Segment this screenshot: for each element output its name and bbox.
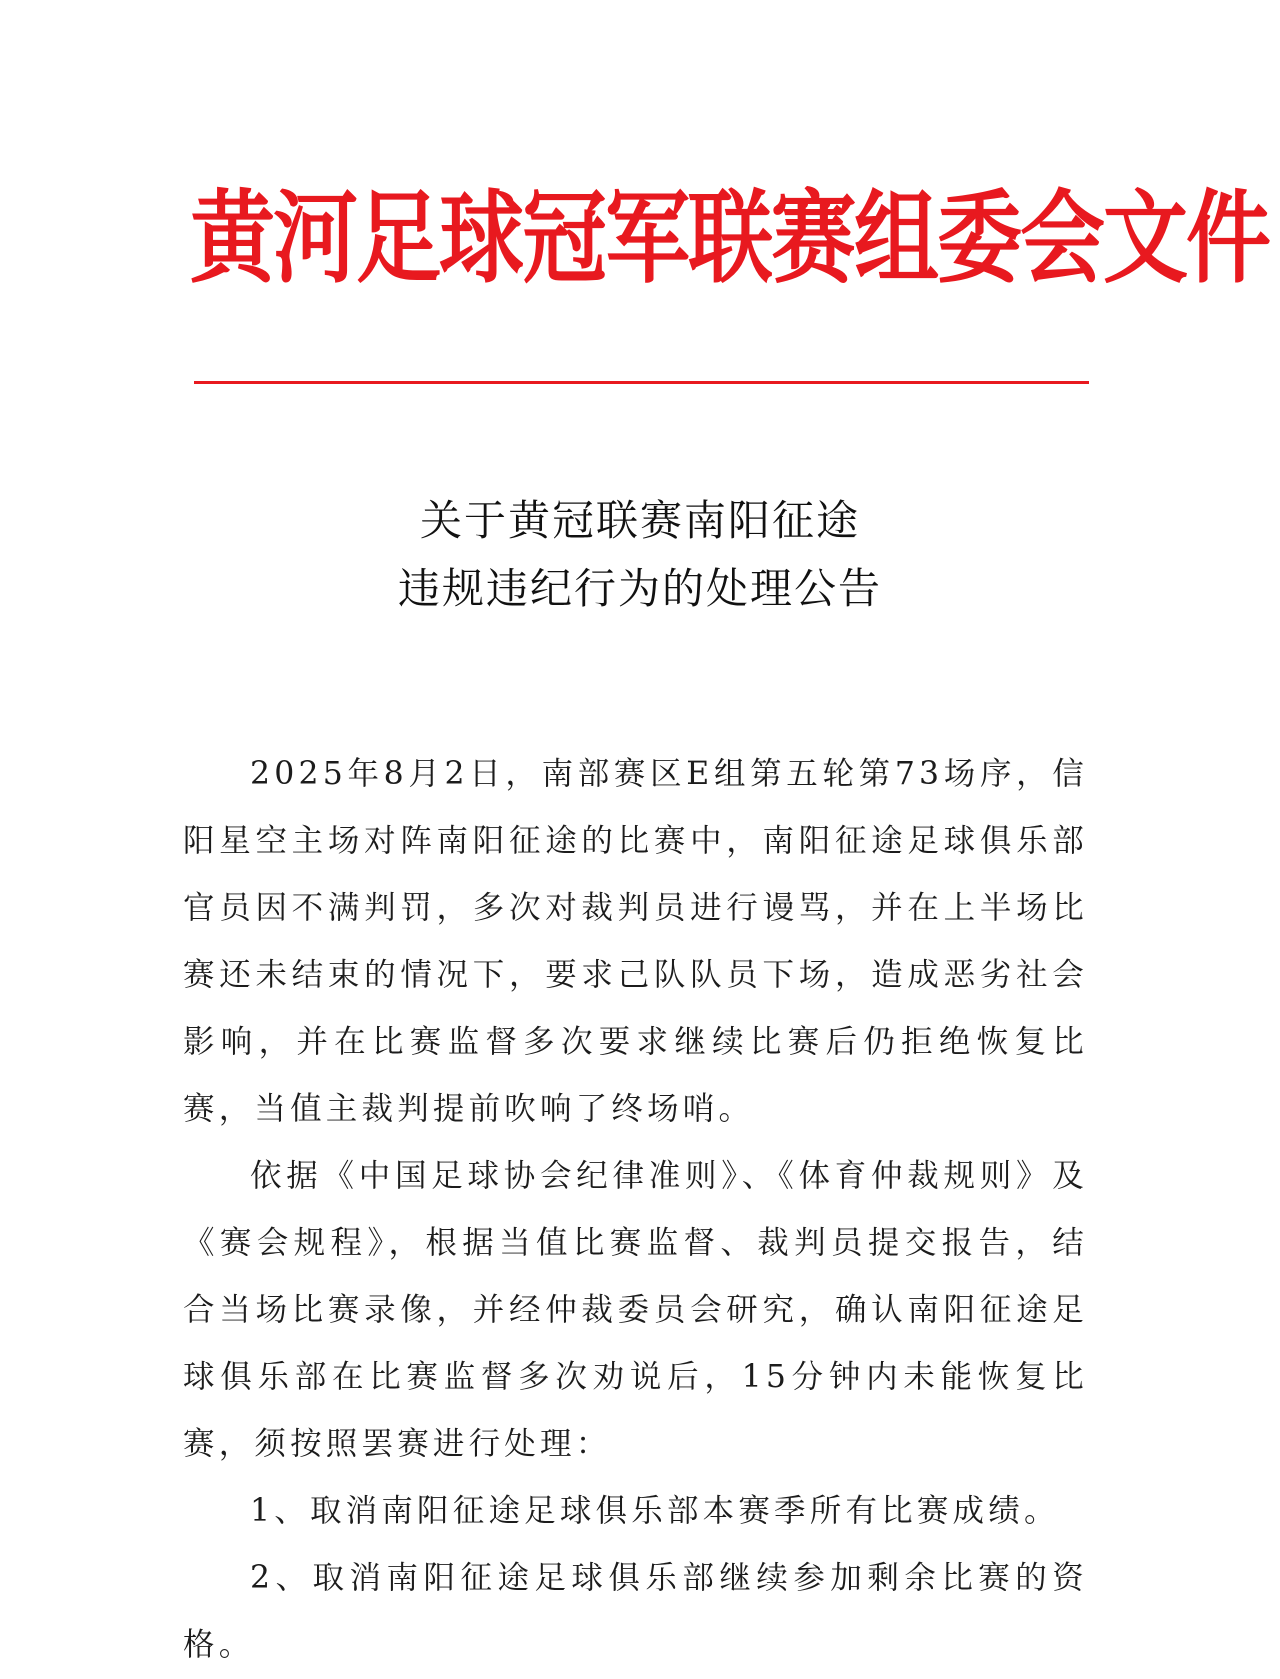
letterhead-title: 黄河足球冠军联赛组委会文件 (190, 181, 1270, 298)
body-paragraph-incident: 2025年8月2日，南部赛区E组第五轮第73场序，信阳星空主场对阵南阳征途的比赛中，南阳征途足球俱乐部官员因不满判罚，多次对裁判员进行谩骂，并在上半场比赛还未结束的情况下，要求己队队员下场，造成恶劣社会影响，并在比赛监督多次要求继续比赛后仍拒绝恢复比赛，当值主裁判提前吹响了终场哨。 (183, 756, 1088, 1127)
document-body (183, 741, 1088, 1679)
body-paragraph-ruling: 依据《中国足球协会纪律准则》、《体育仲裁规则》及《赛会规程》，根据当值比赛监督、裁判员提交报告，结合当场比赛录像，并经仲裁委员会研究，确认南阳征途足球俱乐部在比赛监督多次劝说后，15分钟内未能恢复比赛，须按照罢赛进行处理： (183, 1158, 1088, 1462)
penalty-item-1: 1、取消南阳征途足球俱乐部本赛季所有比赛成绩。 (250, 1493, 1060, 1529)
document-title-line-2: 违规违纪行为的处理公告 (397, 564, 882, 613)
document-title-line-1: 关于黄冠联赛南阳征途 (419, 496, 860, 545)
letterhead-divider (194, 381, 1089, 384)
penalty-item-2: 2、取消南阳征途足球俱乐部继续参加剩余比赛的资格。 (183, 1560, 1088, 1663)
